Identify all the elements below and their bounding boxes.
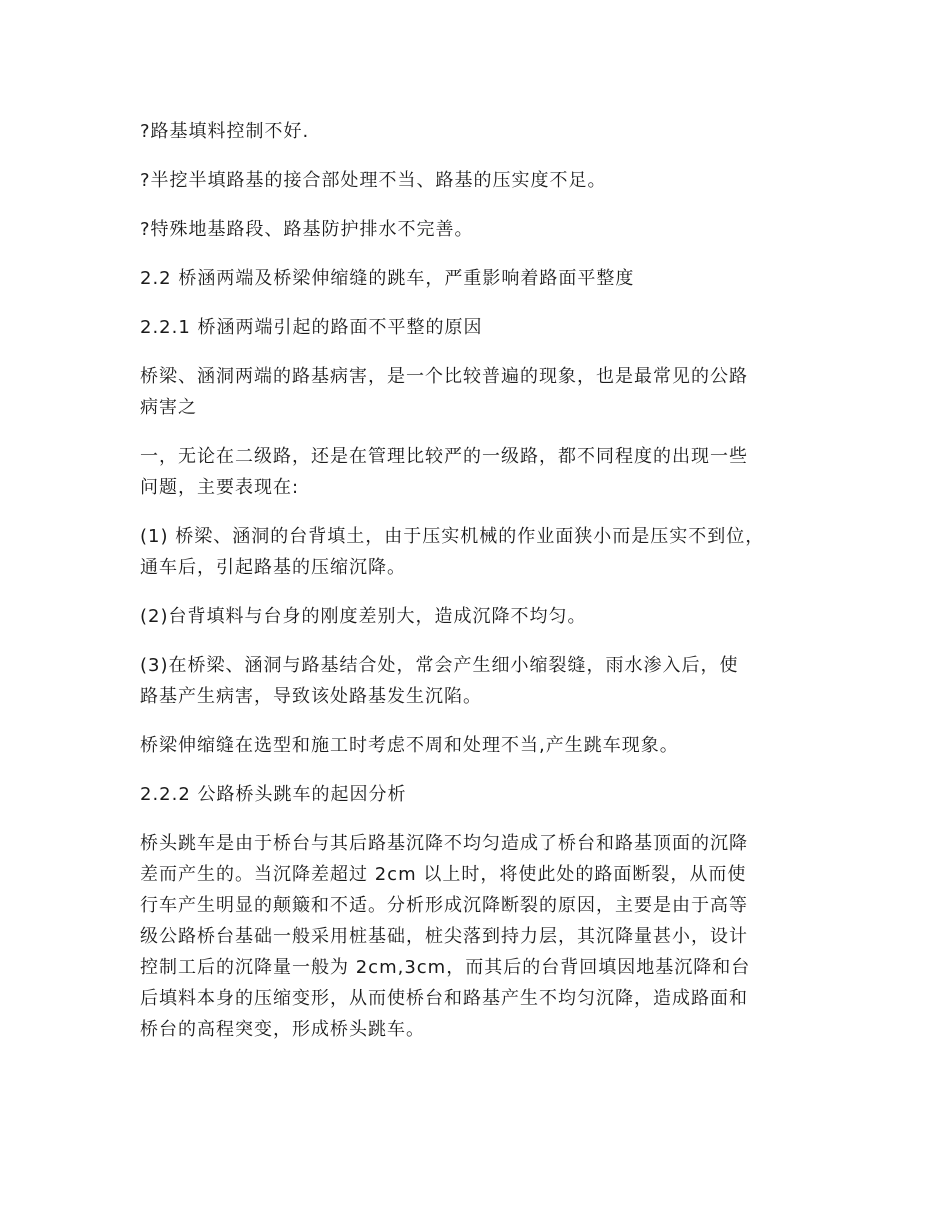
text-line: 差而产生的。当沉降差超过 2cm 以上时，将使此处的路面断裂，从而使 (140, 864, 747, 885)
text-line: 桥梁、涵洞两端的路基病害，是一个比较普遍的现象，也是最常见的公路 (140, 366, 748, 387)
text-line: (1) 桥梁、涵洞的台背填土，由于压实机械的作业面狭小而是压实不到位， (140, 526, 765, 547)
section-heading-2-2-1 (140, 312, 825, 343)
text-line: 后填料本身的压缩变形，从而使桥台和路基产生不均匀沉降，造成路面和 (140, 988, 748, 1009)
text-line: ?路基填料控制不好. (140, 121, 310, 142)
text-line: 桥台的高程突变，形成桥头跳车。 (140, 1019, 425, 1040)
text-line: (2)台背填料与台身的刚度差别大，造成沉降不均匀。 (140, 606, 587, 627)
list-item-1 (140, 521, 825, 583)
section-heading-2-2 (140, 263, 825, 294)
text-line: 级公路桥台基础一般采用桩基础，桩尖落到持力层，其沉降量甚小，设计 (140, 926, 748, 947)
text-line: 一，无论在二级路，还是在管理比较严的一级路，都不同程度的出现一些 (140, 446, 748, 467)
paragraph-3 (140, 214, 825, 245)
paragraph-7 (140, 441, 825, 503)
list-item-2 (140, 601, 825, 632)
text-line: 病害之 (140, 397, 197, 418)
paragraph-13 (140, 828, 825, 1045)
text-line: 控制工后的沉降量一般为 2cm,3cm，而其后的台背回填因地基沉降和台 (140, 957, 751, 978)
text-line: 2.2.1 桥涵两端引起的路面不平整的原因 (140, 317, 483, 338)
text-line: 路基产生病害，导致该处路基发生沉陷。 (140, 686, 482, 707)
paragraph-6 (140, 361, 825, 423)
paragraph-1 (140, 116, 825, 147)
text-line: ?特殊地基路段、路基防护排水不完善。 (140, 219, 474, 240)
text-line: (3)在桥梁、涵洞与路基结合处，常会产生细小缩裂缝，雨水渗入后，使 (140, 655, 739, 676)
paragraph-11 (140, 730, 825, 761)
text-line: 行车产生明显的颠簸和不适。分析形成沉降断裂的原因，主要是由于高等 (140, 895, 748, 916)
section-heading-2-2-2 (140, 779, 825, 810)
text-line: 桥梁伸缩缝在选型和施工时考虑不周和处理不当,产生跳车现象。 (140, 735, 679, 756)
text-line: 问题，主要表现在: (140, 477, 300, 498)
document-page (140, 116, 825, 1063)
paragraph-2 (140, 165, 825, 196)
list-item-3 (140, 650, 825, 712)
text-line: 2.2.2 公路桥头跳车的起因分析 (140, 784, 407, 805)
text-line: 2.2 桥涵两端及桥梁伸缩缝的跳车，严重影响着路面平整度 (140, 268, 635, 289)
text-line: 桥头跳车是由于桥台与其后路基沉降不均匀造成了桥台和路基顶面的沉降 (140, 833, 748, 854)
text-line: ?半挖半填路基的接合部处理不当、路基的压实度不足。 (140, 170, 607, 191)
text-line: 通车后，引起路基的压缩沉降。 (140, 557, 406, 578)
